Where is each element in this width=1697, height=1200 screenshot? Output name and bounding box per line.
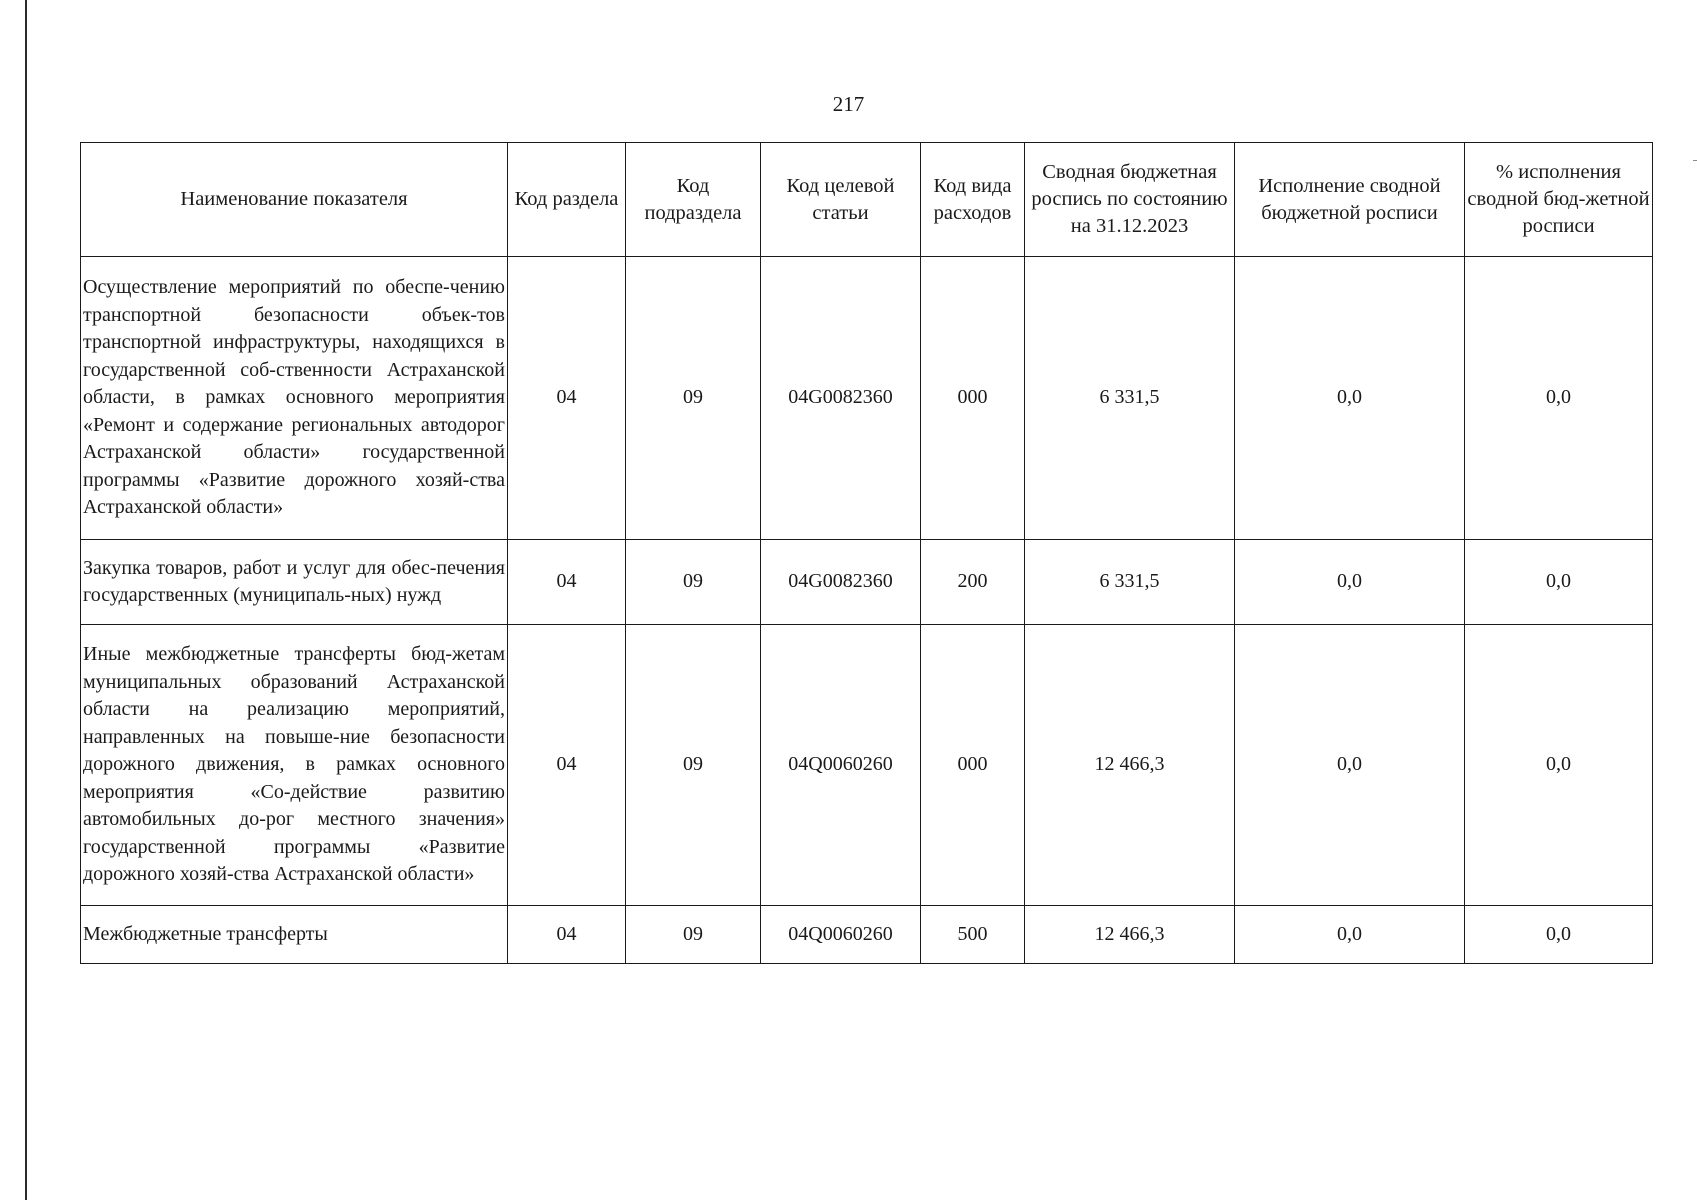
cell-execution-percent: 0,0 [1465, 257, 1653, 540]
header-expense-type-code: Код вида расходов [921, 143, 1025, 257]
table-header-row [81, 143, 1653, 257]
cell-indicator-name: Осуществление мероприятий по обеспе-чению транспортной безопасности объек-тов транспортной инфраструктуры, находящихся в государственной соб-ственности Астраханской области, в рамках основного мероприятия «Ремонт и содержание региональных автодорог Астраханской области» государственной программы «Развитие дорожного хозяй-ства Астраханской области» [81, 257, 508, 540]
cell-budget-execution: 0,0 [1235, 540, 1465, 625]
cell-expense-type-code: 200 [921, 540, 1025, 625]
cell-subsection-code: 09 [626, 257, 761, 540]
cell-section-code: 04 [508, 625, 626, 906]
cell-budget-schedule: 12 466,3 [1025, 625, 1235, 906]
cell-subsection-code: 09 [626, 625, 761, 906]
cell-subsection-code: 09 [626, 540, 761, 625]
cell-execution-percent: 0,0 [1465, 540, 1653, 625]
budget-table [80, 142, 1653, 964]
cell-expense-type-code: 000 [921, 257, 1025, 540]
cell-budget-execution: 0,0 [1235, 906, 1465, 964]
cell-expense-type-code: 000 [921, 625, 1025, 906]
header-section-code: Код раздела [508, 143, 626, 257]
cell-expense-type-code: 500 [921, 906, 1025, 964]
header-execution-percent: % исполнения сводной бюд-жетной росписи [1465, 143, 1653, 257]
table-row [81, 906, 1653, 964]
cell-execution-percent: 0,0 [1465, 906, 1653, 964]
header-indicator-name: Наименование показателя [81, 143, 508, 257]
header-subsection-code: Код подраздела [626, 143, 761, 257]
cell-target-article-code: 04G0082360 [761, 257, 921, 540]
cell-execution-percent: 0,0 [1465, 625, 1653, 906]
table-row [81, 540, 1653, 625]
cell-budget-schedule: 12 466,3 [1025, 906, 1235, 964]
table-row [81, 257, 1653, 540]
cell-section-code: 04 [508, 257, 626, 540]
header-budget-schedule: Сводная бюджетная роспись по состоянию на 31.12.2023 [1025, 143, 1235, 257]
cell-indicator-name: Иные межбюджетные трансферты бюд-жетам муниципальных образований Астраханской области на реализацию мероприятий, направленных на повыше-ние безопасности дорожного движения, в рамках основного мероприятия «Со-действие развитию автомобильных до-рог местного значения» государственной программы «Развитие дорожного хозяй-ства Астраханской области» [81, 625, 508, 906]
cell-target-article-code: 04Q0060260 [761, 906, 921, 964]
header-budget-execution: Исполнение сводной бюджетной росписи [1235, 143, 1465, 257]
cell-indicator-name: Закупка товаров, работ и услуг для обес-печения государственных (муниципаль-ных) нужд [81, 540, 508, 625]
header-target-article-code: Код целевой статьи [761, 143, 921, 257]
cell-target-article-code: 04G0082360 [761, 540, 921, 625]
cell-budget-schedule: 6 331,5 [1025, 257, 1235, 540]
cell-indicator-name: Межбюджетные трансферты [81, 906, 508, 964]
cell-subsection-code: 09 [626, 906, 761, 964]
cell-target-article-code: 04Q0060260 [761, 625, 921, 906]
scan-edge-mark [1693, 160, 1697, 161]
scan-edge-line [25, 0, 27, 1200]
cell-budget-execution: 0,0 [1235, 625, 1465, 906]
page-number: 217 [832, 92, 865, 116]
cell-section-code: 04 [508, 906, 626, 964]
cell-budget-schedule: 6 331,5 [1025, 540, 1235, 625]
cell-budget-execution: 0,0 [1235, 257, 1465, 540]
table-row [81, 625, 1653, 906]
cell-section-code: 04 [508, 540, 626, 625]
